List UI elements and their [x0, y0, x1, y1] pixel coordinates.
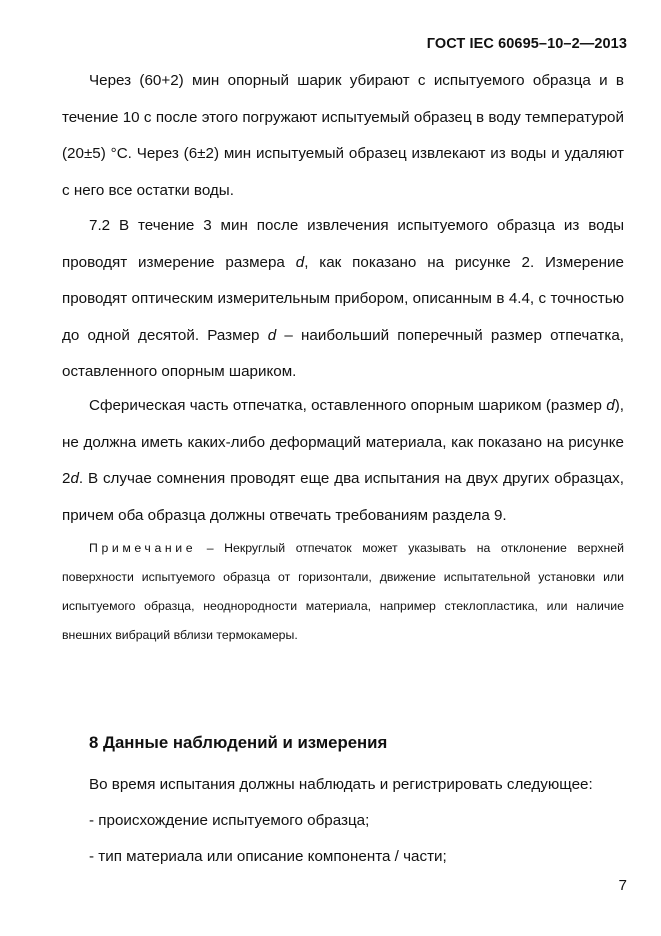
page-number: 7: [618, 877, 627, 894]
figure-ref-d: d: [70, 470, 79, 487]
section-8-title: 8 Данные наблюдений и измерения: [89, 733, 388, 752]
paragraph-text: Сферическая часть отпечатка, оставленного опорным шариком (размер: [89, 397, 607, 414]
paragraph-text: , как показано на рисунке 2. Измерение проводят оптическим измерительным прибором, описанным в 4.4, с точностью до одной десятой. Размер: [62, 253, 624, 344]
paragraph-ball-removal: Через (60+2) мин опорный шарик убирают с испытуемого образца и в течение 10 с после этого погружают испытуемый образец в воду температурой (20±5) °C. Через (6±2) мин испытуемый образец извлекают из воды и удаляют с него все остатки воды.: [62, 72, 624, 199]
variable-d: d: [606, 397, 615, 414]
variable-d: d: [267, 326, 277, 344]
list-item: - происхождение испытуемого образца;: [89, 812, 370, 829]
document-id-header: ГОСТ IEC 60695–10–2—2013: [426, 36, 627, 52]
note-block: [62, 534, 624, 650]
section-intro: Во время испытания должны наблюдать и регистрировать следующее:: [89, 776, 593, 793]
paragraph-text: ), не должна иметь каких-либо деформаций материала, как показано на рисунке 2: [62, 397, 624, 487]
paragraph-spherical-part: [62, 388, 624, 534]
note-text: – Некруглый отпечаток может указывать на отклонение верхней поверхности испытуемого образца от горизонтали, движение испытательной установки или испытуемого образца, неоднородности материала, например стеклопластика, или наличие внешних вибраций вблизи термокамеры.: [62, 541, 624, 642]
paragraph-7-2-measurement: [62, 208, 624, 391]
note-label: Примечание: [89, 541, 197, 555]
paragraph-text: 7.2 В течение 3 мин после извлечения испытуемого образца из воды проводят измерение размера: [62, 217, 624, 271]
paragraph-text: . В случае сомнения проводят еще два испытания на двух других образцах, причем оба образца должны отвечать требованиям раздела 9.: [62, 470, 624, 524]
list-item: - тип материала или описание компонента / части;: [89, 848, 447, 865]
variable-d: d: [295, 253, 305, 271]
paragraph-text: – наибольший поперечный размер отпечатка, оставленного опорным шариком.: [62, 326, 624, 380]
